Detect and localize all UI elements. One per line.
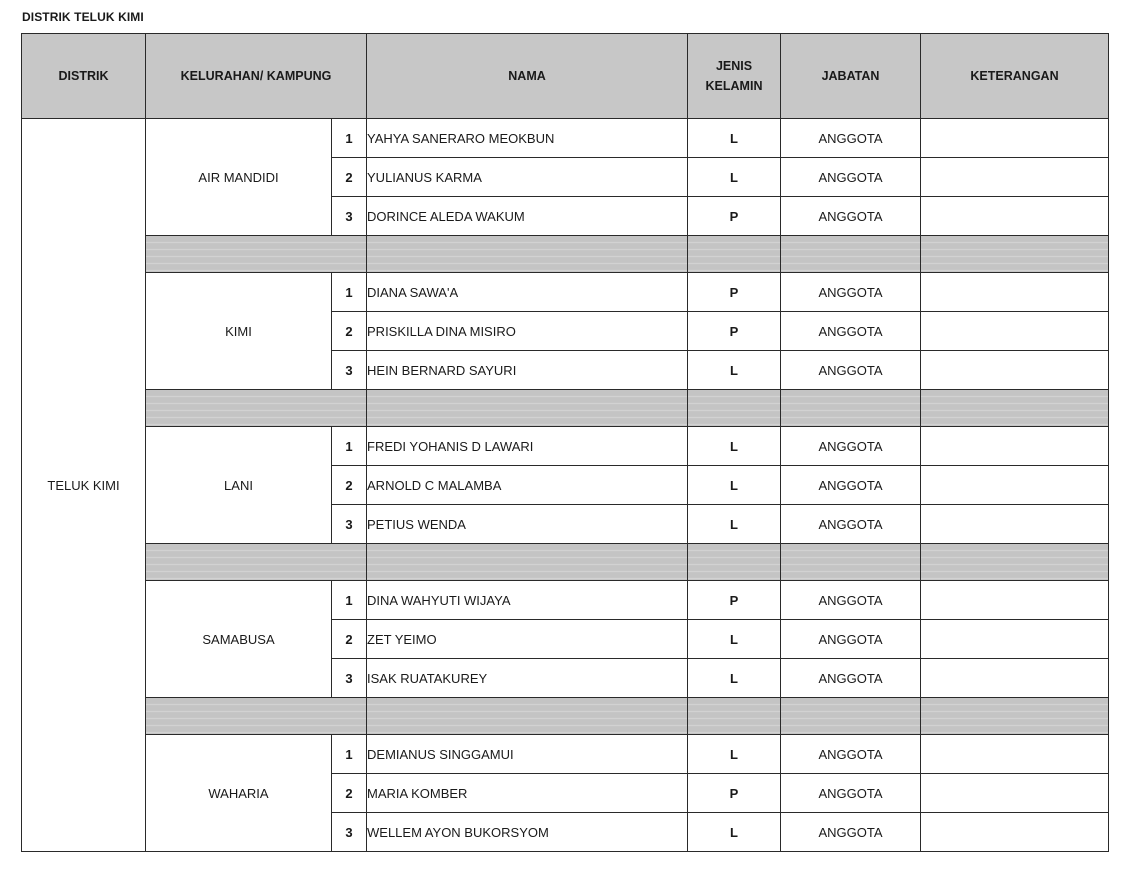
kelurahan-cell: KIMI <box>146 273 332 390</box>
member-gender: P <box>688 312 781 351</box>
member-role: ANGGOTA <box>781 505 921 544</box>
member-gender: L <box>688 659 781 698</box>
member-gender: L <box>688 735 781 774</box>
member-note <box>921 581 1109 620</box>
row-number: 2 <box>332 312 367 351</box>
member-gender: L <box>688 505 781 544</box>
member-gender: P <box>688 273 781 312</box>
member-role: ANGGOTA <box>781 119 921 158</box>
row-number: 2 <box>332 466 367 505</box>
separator-row <box>22 390 1109 427</box>
row-number: 2 <box>332 158 367 197</box>
member-name: DEMIANUS SINGGAMUI <box>367 735 688 774</box>
member-gender: P <box>688 774 781 813</box>
kelurahan-cell: AIR MANDIDI <box>146 119 332 236</box>
member-name: ISAK RUATAKUREY <box>367 659 688 698</box>
member-gender: P <box>688 197 781 236</box>
member-gender: L <box>688 158 781 197</box>
member-name: DIANA SAWA'A <box>367 273 688 312</box>
col-header-kelurahan: KELURAHAN/ KAMPUNG <box>146 34 367 119</box>
member-role: ANGGOTA <box>781 774 921 813</box>
member-role: ANGGOTA <box>781 427 921 466</box>
member-role: ANGGOTA <box>781 273 921 312</box>
col-header-jenis-kelamin-line2: KELAMIN <box>705 79 763 93</box>
table-row <box>22 581 1109 620</box>
kelurahan-cell: WAHARIA <box>146 735 332 852</box>
col-header-distrik: DISTRIK <box>22 34 146 119</box>
member-note <box>921 158 1109 197</box>
member-gender: P <box>688 581 781 620</box>
col-header-jabatan: JABATAN <box>781 34 921 119</box>
col-header-jenis-kelamin <box>688 34 781 119</box>
member-name: PETIUS WENDA <box>367 505 688 544</box>
member-note <box>921 351 1109 390</box>
row-number: 1 <box>332 119 367 158</box>
member-note <box>921 620 1109 659</box>
kelurahan-cell: LANI <box>146 427 332 544</box>
col-header-nama: NAMA <box>367 34 688 119</box>
row-number: 3 <box>332 351 367 390</box>
row-number: 1 <box>332 735 367 774</box>
member-role: ANGGOTA <box>781 813 921 852</box>
member-role: ANGGOTA <box>781 158 921 197</box>
member-gender: L <box>688 813 781 852</box>
member-name: YULIANUS KARMA <box>367 158 688 197</box>
member-note <box>921 312 1109 351</box>
member-role: ANGGOTA <box>781 312 921 351</box>
member-name: ZET YEIMO <box>367 620 688 659</box>
row-number: 3 <box>332 813 367 852</box>
member-role: ANGGOTA <box>781 351 921 390</box>
member-name: ARNOLD C MALAMBA <box>367 466 688 505</box>
member-role: ANGGOTA <box>781 659 921 698</box>
row-number: 1 <box>332 581 367 620</box>
row-number: 2 <box>332 774 367 813</box>
member-note <box>921 273 1109 312</box>
member-name: FREDI YOHANIS D LAWARI <box>367 427 688 466</box>
member-note <box>921 505 1109 544</box>
member-note <box>921 735 1109 774</box>
separator-row <box>22 698 1109 735</box>
district-cell: TELUK KIMI <box>22 119 146 852</box>
member-name: PRISKILLA DINA MISIRO <box>367 312 688 351</box>
member-note <box>921 813 1109 852</box>
row-number: 1 <box>332 273 367 312</box>
member-name: HEIN BERNARD SAYURI <box>367 351 688 390</box>
member-note <box>921 466 1109 505</box>
member-name: DINA WAHYUTI WIJAYA <box>367 581 688 620</box>
row-number: 3 <box>332 505 367 544</box>
separator-row <box>22 544 1109 581</box>
member-note <box>921 427 1109 466</box>
member-gender: L <box>688 466 781 505</box>
member-gender: L <box>688 351 781 390</box>
member-note <box>921 119 1109 158</box>
header-row <box>22 34 1109 119</box>
row-number: 2 <box>332 620 367 659</box>
row-number: 1 <box>332 427 367 466</box>
member-table <box>21 33 1109 852</box>
row-number: 3 <box>332 197 367 236</box>
member-name: YAHYA SANERARO MEOKBUN <box>367 119 688 158</box>
member-gender: L <box>688 119 781 158</box>
col-header-keterangan: KETERANGAN <box>921 34 1109 119</box>
separator-row <box>22 236 1109 273</box>
member-name: DORINCE ALEDA WAKUM <box>367 197 688 236</box>
col-header-jenis-kelamin-line1: JENIS <box>715 59 753 73</box>
member-role: ANGGOTA <box>781 620 921 659</box>
member-name: WELLEM AYON BUKORSYOM <box>367 813 688 852</box>
member-note <box>921 774 1109 813</box>
member-note <box>921 197 1109 236</box>
member-gender: L <box>688 427 781 466</box>
table-row <box>22 735 1109 774</box>
member-role: ANGGOTA <box>781 735 921 774</box>
member-name: MARIA KOMBER <box>367 774 688 813</box>
table-row <box>22 119 1109 158</box>
table-row <box>22 273 1109 312</box>
member-role: ANGGOTA <box>781 197 921 236</box>
kelurahan-cell: SAMABUSA <box>146 581 332 698</box>
member-note <box>921 659 1109 698</box>
row-number: 3 <box>332 659 367 698</box>
document-title: DISTRIK TELUK KIMI <box>22 10 144 24</box>
member-role: ANGGOTA <box>781 466 921 505</box>
member-role: ANGGOTA <box>781 581 921 620</box>
member-gender: L <box>688 620 781 659</box>
table-row <box>22 427 1109 466</box>
